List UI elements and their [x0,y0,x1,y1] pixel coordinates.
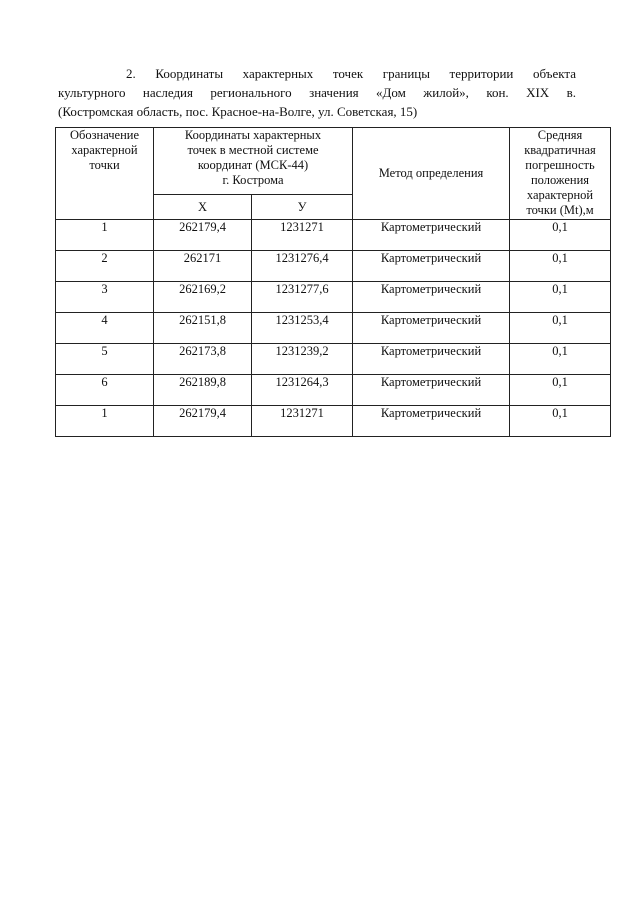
cell-method: Картометрический [353,375,510,406]
cell-x: 262189,8 [154,375,252,406]
cell-x: 262173,8 [154,344,252,375]
cell-x: 262179,4 [154,220,252,251]
table-row [56,313,611,344]
header-point-line: точки [89,158,120,172]
heading-line-3: (Костромская область, пос. Красное-на-Волге, ул. Советская, 15) [58,104,418,119]
cell-x: 262179,4 [154,406,252,437]
cell-error: 0,1 [510,375,611,406]
cell-x: 262151,8 [154,313,252,344]
cell-y: 1231271 [252,220,353,251]
cell-point: 5 [56,344,154,375]
cell-point: 6 [56,375,154,406]
header-point-line: характерной [71,143,138,157]
cell-error: 0,1 [510,406,611,437]
header-error-line: погрешность [525,158,595,172]
cell-point: 1 [56,220,154,251]
cell-y: 1231253,4 [252,313,353,344]
header-error-line: положения [530,173,590,187]
header-error-line: точки (Mt),м [526,203,594,217]
header-error-line: квадратичная [524,143,596,157]
heading-line-2: культурного наследия регионального значения «Дом жилой», кон. XIX в. [58,85,576,100]
coordinates-table [55,127,611,437]
table-row [56,251,611,282]
section-heading [58,64,576,121]
header-coords-line: точек в местной системе [187,143,319,157]
cell-method: Картометрический [353,282,510,313]
header-coords-line: координат (МСК-44) [197,158,309,172]
heading-line-1: 2. Координаты характерных точек границы территории объекта [126,66,576,81]
header-method: Метод определения [353,128,510,220]
table-row [56,375,611,406]
header-mean-square-error [510,128,611,220]
cell-y: 1231264,3 [252,375,353,406]
cell-y: 1231276,4 [252,251,353,282]
cell-method: Картометрический [353,220,510,251]
table-row [56,282,611,313]
cell-y: 1231271 [252,406,353,437]
cell-x: 262169,2 [154,282,252,313]
header-y: У [252,195,353,220]
header-coordinates [154,128,353,195]
header-coords-line: г. Кострома [222,173,284,187]
cell-method: Картометрический [353,251,510,282]
header-point-designation [56,128,154,220]
table-row [56,406,611,437]
cell-y: 1231239,2 [252,344,353,375]
table-row [56,220,611,251]
cell-error: 0,1 [510,344,611,375]
header-x: X [154,195,252,220]
cell-error: 0,1 [510,282,611,313]
header-point-line: Обозначение [69,128,140,142]
cell-method: Картометрический [353,344,510,375]
header-error-line: Средняя [537,128,583,142]
cell-point: 2 [56,251,154,282]
header-error-line: характерной [526,188,594,202]
cell-method: Картометрический [353,406,510,437]
cell-error: 0,1 [510,313,611,344]
table-row [56,344,611,375]
cell-point: 3 [56,282,154,313]
cell-point: 4 [56,313,154,344]
cell-method: Картометрический [353,313,510,344]
cell-error: 0,1 [510,220,611,251]
cell-y: 1231277,6 [252,282,353,313]
cell-error: 0,1 [510,251,611,282]
cell-x: 262171 [154,251,252,282]
header-coords-line: Координаты характерных [184,128,322,142]
cell-point: 1 [56,406,154,437]
